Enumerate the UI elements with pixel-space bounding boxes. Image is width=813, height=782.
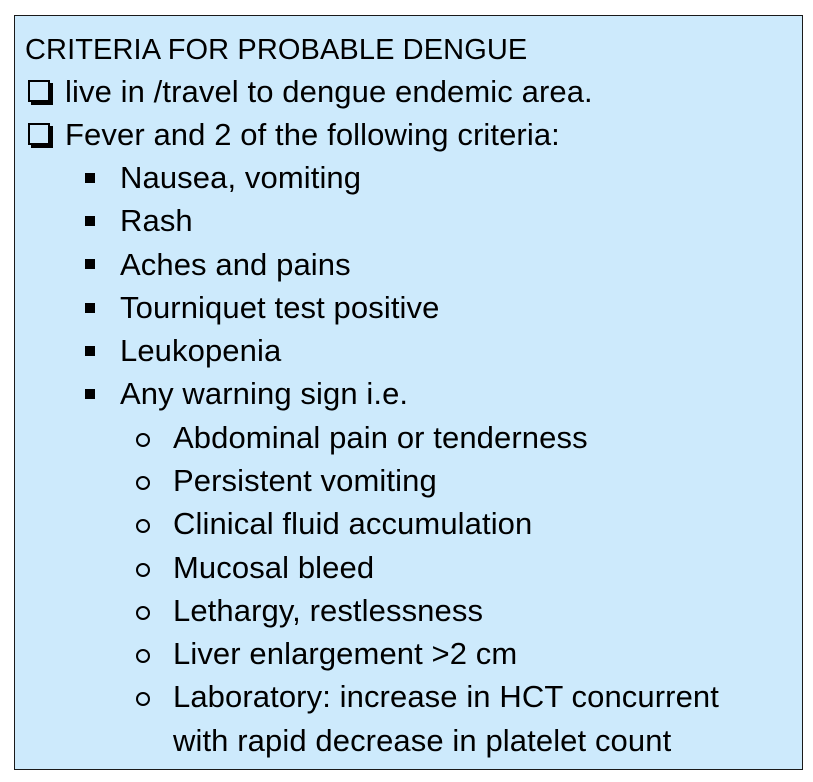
- warning-sign-fluid-accumulation: Clinical fluid accumulation: [173, 506, 533, 541]
- square-bullet-icon: [85, 389, 95, 399]
- warning-sign-persistent-vomiting: Persistent vomiting: [173, 463, 437, 498]
- square-bullet-icon: [85, 216, 95, 226]
- criteria-item-aches: Aches and pains: [120, 247, 351, 282]
- criteria-item-tourniquet: Tourniquet test positive: [120, 290, 440, 325]
- circle-bullet-icon: [136, 433, 150, 447]
- criteria-item-rash: Rash: [120, 203, 193, 238]
- checkbox-icon: [28, 123, 50, 145]
- circle-bullet-icon: [136, 649, 150, 663]
- warning-sign-mucosal-bleed: Mucosal bleed: [173, 550, 375, 585]
- warning-sign-lethargy: Lethargy, restlessness: [173, 593, 484, 628]
- criteria-item-nausea: Nausea, vomiting: [120, 160, 362, 195]
- warning-sign-laboratory: Laboratory: increase in HCT concurrent: [173, 679, 719, 714]
- circle-bullet-icon: [136, 519, 150, 533]
- warning-sign-laboratory-continued: with rapid decrease in platelet count: [173, 723, 672, 758]
- circle-bullet-icon: [136, 563, 150, 577]
- checkbox-icon: [28, 80, 50, 102]
- square-bullet-icon: [85, 303, 95, 313]
- criteria-item-leukopenia: Leukopenia: [120, 333, 282, 368]
- criteria-item-warning-sign: Any warning sign i.e.: [120, 376, 409, 411]
- criteria-panel: [14, 15, 803, 770]
- checklist-item-fever-criteria: Fever and 2 of the following criteria:: [65, 117, 560, 152]
- circle-bullet-icon: [136, 606, 150, 620]
- panel-title: CRITERIA FOR PROBABLE DENGUE: [25, 34, 528, 66]
- circle-bullet-icon: [136, 692, 150, 706]
- warning-sign-liver-enlargement: Liver enlargement >2 cm: [173, 636, 518, 671]
- square-bullet-icon: [85, 173, 95, 183]
- warning-sign-abdominal-pain: Abdominal pain or tenderness: [173, 420, 588, 455]
- square-bullet-icon: [85, 346, 95, 356]
- square-bullet-icon: [85, 259, 95, 269]
- checklist-item-endemic-area: live in /travel to dengue endemic area.: [65, 74, 593, 109]
- circle-bullet-icon: [136, 476, 150, 490]
